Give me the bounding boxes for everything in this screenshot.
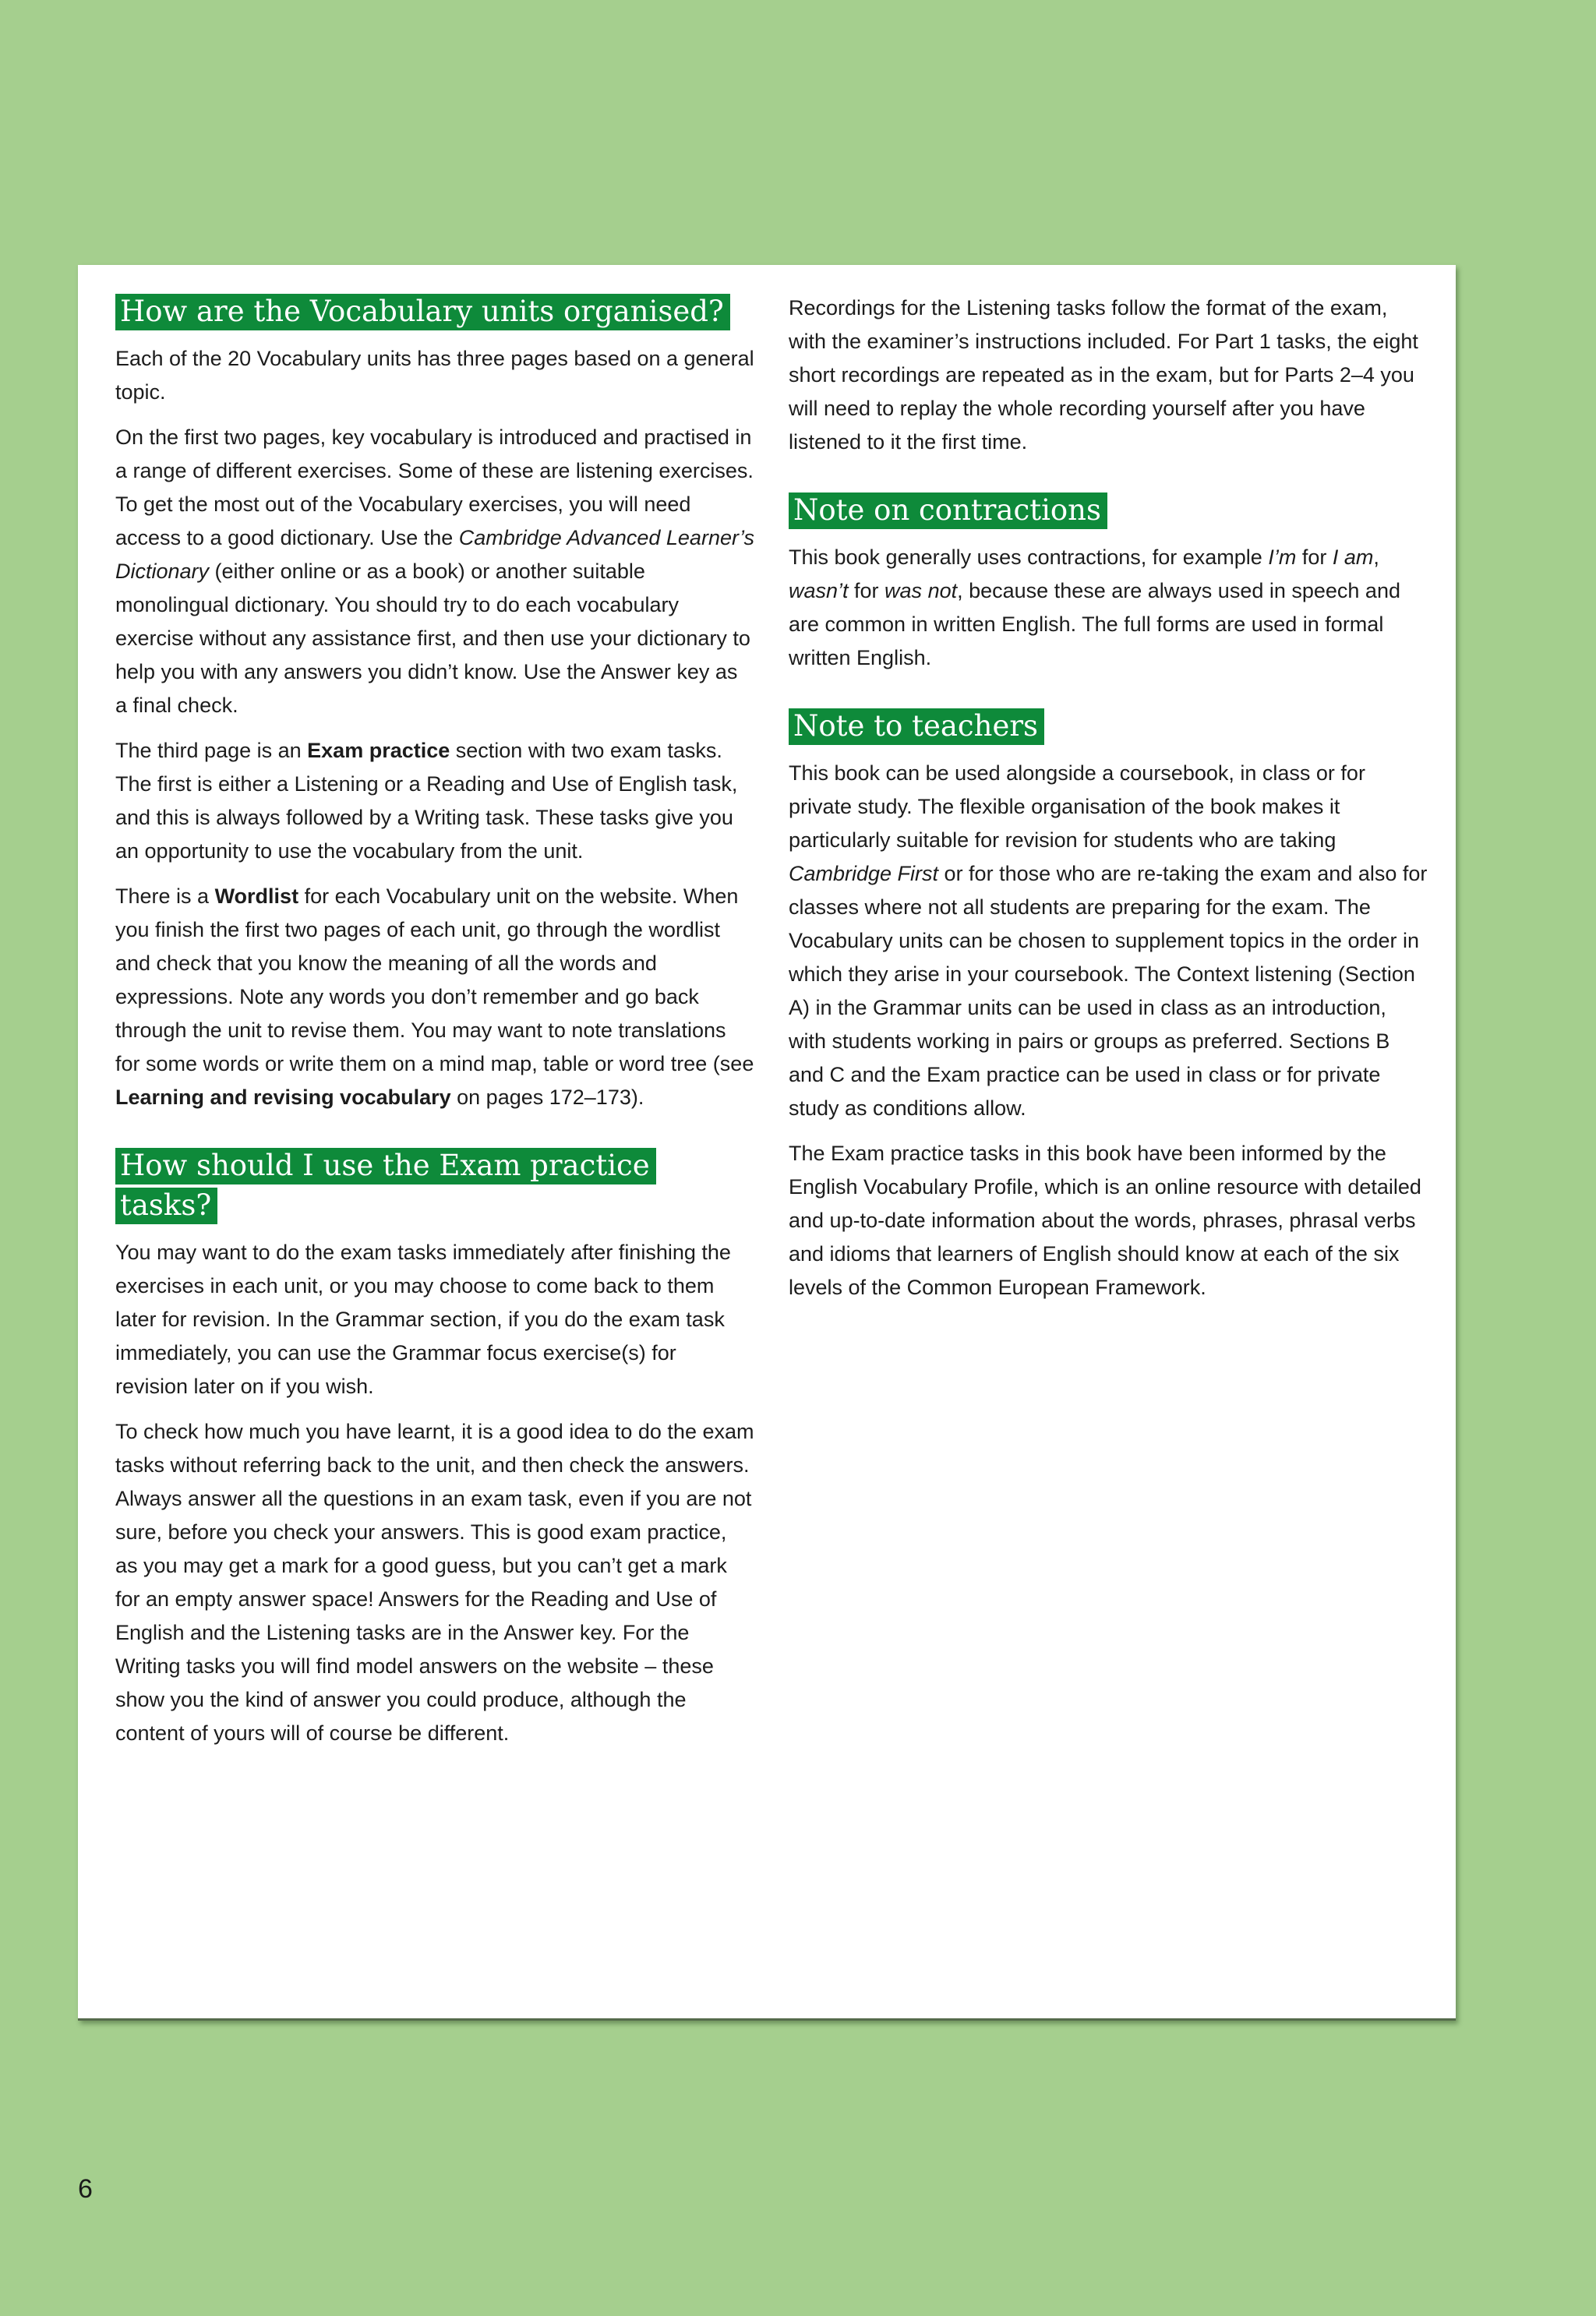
bold-term: Exam practice bbox=[307, 739, 450, 762]
italic-example: was not bbox=[885, 579, 958, 602]
paragraph: Each of the 20 Vocabulary units has three pages based on a general topic. bbox=[115, 347, 754, 404]
section-heading-contractions: Note on contractions bbox=[789, 490, 1428, 530]
bold-term: Learning and revising vocabulary bbox=[115, 1086, 451, 1109]
section-heading-teachers: Note to teachers bbox=[789, 706, 1428, 746]
left-column bbox=[115, 291, 754, 1762]
italic-example: I’m bbox=[1268, 545, 1297, 569]
italic-example: wasn’t bbox=[789, 579, 849, 602]
paragraph: This book generally uses contractions, for example I’m for I am, wasn’t for was not, because these are always used in speech and are common in written English. The full forms are used in formal written English. bbox=[789, 545, 1400, 669]
paragraph: You may want to do the exam tasks immediately after finishing the exercises in each unit, or you may choose to come back to them later for revision. In the Grammar section, if you do the exam task immediately, you can use the Grammar focus exercise(s) for revision later on if you wish. bbox=[115, 1241, 731, 1398]
italic-title: Cambridge First bbox=[789, 862, 939, 885]
right-column bbox=[789, 291, 1428, 1316]
paragraph: To check how much you have learnt, it is a good idea to do the exam tasks without referring back to the unit, and then check the answers. Always answer all the questions in an exam task, even if you are not sure, before you check your answers. This is good exam practice, as you may get a mark for a good guess, but you can’t get a mark for an empty answer space! Answers for the Reading and Use of English and the Listening tasks are in the Answer key. For the Writing tasks you will find model answers on the website – these show you the kind of answer you could produce, although the content of yours will of course be different. bbox=[115, 1420, 754, 1745]
italic-example: I am bbox=[1332, 545, 1374, 569]
italic-title: Cambridge Advanced Learner’s Dictionary bbox=[115, 526, 754, 583]
section-heading-vocabulary-units: How are the Vocabulary units organised? bbox=[115, 291, 754, 331]
paragraph: There is a Wordlist for each Vocabulary unit on the website. When you finish the first two pages of each unit, go through the wordlist and check that you know the meaning of all the words and expressions. Note any words you don’t remember and go back through the unit to revise them. You may want to note translations for some words or write them on a mind map, table or word tree (see Learning and revising vocabulary on pages 172–173). bbox=[115, 884, 754, 1109]
bold-term: Wordlist bbox=[214, 884, 299, 908]
paragraph: On the first two pages, key vocabulary is introduced and practised in a range of different exercises. Some of these are listening exercises. To get the most out of the Vocabulary exercises, you will need access to a good dictionary. Use the Cambridge Advanced Learner’s Dictionary (either online or as a book) or another suitable monolingual dictionary. You should try to do each vocabulary exercise without any assistance first, and then use your dictionary to help you with any answers you didn’t know. Use the Answer key as a final check. bbox=[115, 425, 754, 717]
paragraph: The Exam practice tasks in this book have been informed by the English Vocabulary Profile, which is an online resource with detailed and up-to-date information about the words, phrases, phrasal verbs and idioms that learners of English should know at each of the six levels of the Common European Framework. bbox=[789, 1142, 1421, 1299]
paragraph: Recordings for the Listening tasks follow the format of the exam, with the examiner’s instructions included. For Part 1 tasks, the eight short recordings are repeated as in the exam, but for Parts 2–4 you will need to replay the whole recording yourself after you have listened to it the first time. bbox=[789, 296, 1418, 454]
paragraph: This book can be used alongside a coursebook, in class or for private study. The flexible organisation of the book makes it particularly suitable for revision for students who are taking Cambridge First or for those who are re-taking the exam and also for classes where not all students are preparing for the exam. The Vocabulary units can be chosen to supplement topics in the order in which they arise in your coursebook. The Context listening (Section A) in the Grammar units can be used in class as an introduction, with students working in pairs or groups as preferred. Sections B and C and the Exam practice can be used in class or for private study as conditions allow. bbox=[789, 761, 1428, 1120]
section-heading-exam-practice: How should I use the Exam practice tasks? bbox=[115, 1146, 754, 1225]
page-number: 6 bbox=[78, 2174, 93, 2204]
paragraph: The third page is an Exam practice section with two exam tasks. The first is either a Listening or a Reading and Use of English task, and this is always followed by a Writing task. These tasks give you an opportunity to use the vocabulary from the unit. bbox=[115, 739, 738, 863]
content-card bbox=[78, 265, 1456, 2021]
